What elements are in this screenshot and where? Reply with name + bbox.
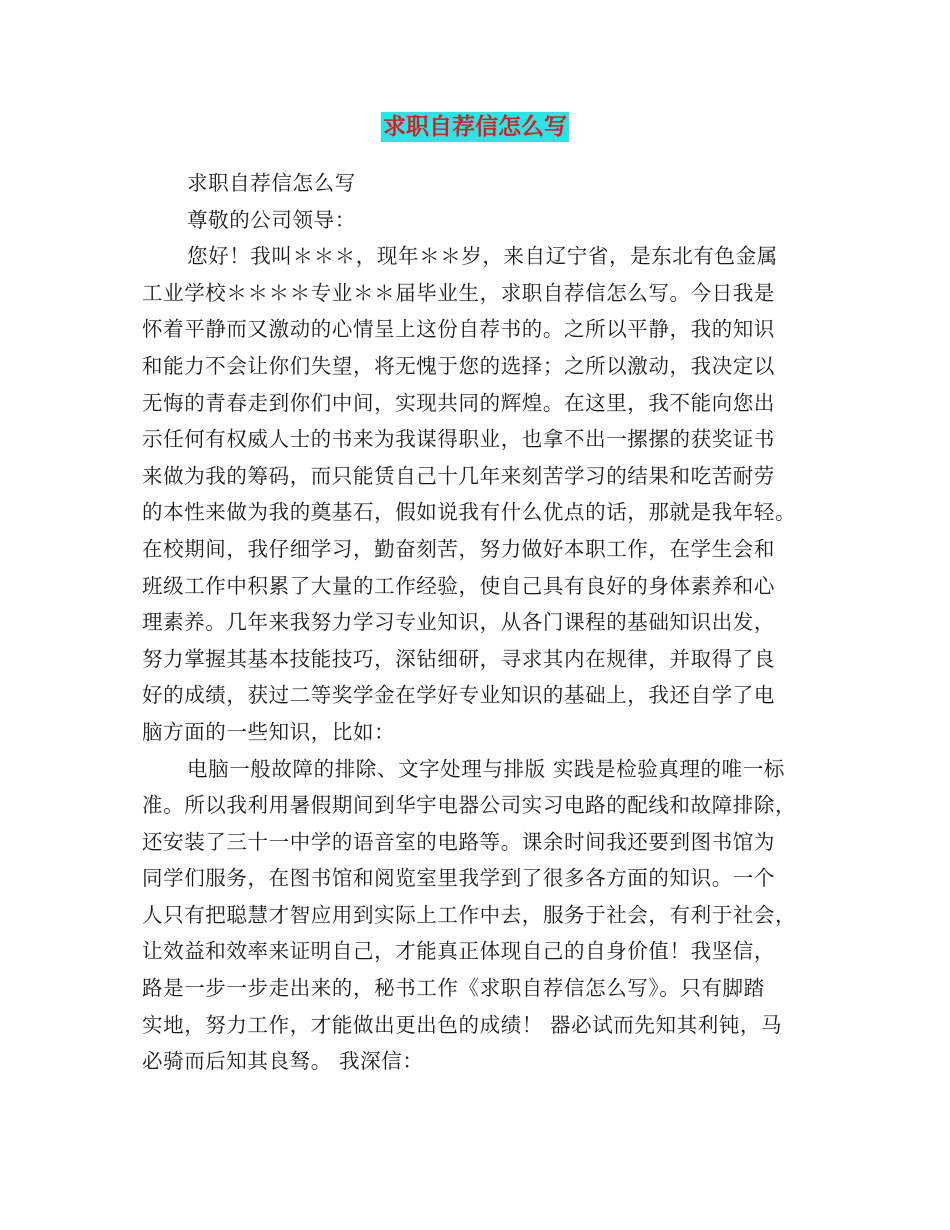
body-line: 理素养。几年来我努力学习专业知识，从各门课程的基础知识出发， (142, 610, 775, 635)
body-line: 您好！我叫＊＊＊，现年＊＊岁，来自辽宁省，是东北有色金属 (187, 244, 778, 269)
body-line: 怀着平静而又激动的心情呈上这份自荐书的。之所以平静，我的知识 (142, 317, 775, 342)
body-line: 人只有把聪慧才智应用到实际上工作中去，服务于社会，有利于社会， (142, 902, 797, 927)
body-line: 还安装了三十一中学的语音室的电路等。课余时间我还要到图书馆为 (142, 829, 775, 854)
body-line: 示任何有权威人士的书来为我谋得职业，也拿不出一摞摞的获奖证书 (142, 427, 775, 452)
document-body (142, 165, 812, 1080)
body-line: 班级工作中积累了大量的工作经验，使自己具有良好的身体素养和心 (142, 573, 775, 598)
body-line: 求职自荐信怎么写 (187, 171, 356, 195)
body-line: 好的成绩，获过二等奖学金在学好专业知识的基础上，我还自学了电 (142, 683, 775, 708)
body-line: 无悔的青春走到你们中间，实现共同的辉煌。在这里，我不能向您出 (142, 390, 775, 415)
body-line: 努力掌握其基本技能技巧，深钻细研，寻求其内在规律，并取得了良 (142, 646, 775, 671)
body-line: 必骑而后知其良驽。 我深信： (142, 1049, 424, 1074)
body-line: 准。所以我利用暑假期间到华宇电器公司实习电路的配线和故障排除， (142, 793, 797, 818)
body-line: 和能力不会让你们失望，将无愧于您的选择；之所以激动，我决定以 (142, 353, 775, 378)
body-line: 让效益和效率来证明自己，才能真正体现自己的自身价值！我坚信， (142, 939, 775, 964)
body-line: 在校期间，我仔细学习，勤奋刻苦，努力做好本职工作，在学生会和 (142, 536, 775, 561)
title-container (0, 112, 950, 142)
body-line: 电脑一般故障的排除、文字处理与排版 实践是检验真理的唯一标 (187, 756, 785, 781)
body-line: 脑方面的一些知识，比如： (142, 719, 396, 744)
body-line: 同学们服务，在图书馆和阅览室里我学到了很多各方面的知识。一个 (142, 866, 775, 891)
document-title: 求职自荐信怎么写 (383, 114, 567, 140)
body-line: 路是一步一步走出来的，秘书工作《求职自荐信怎么写》。只有脚踏 (142, 976, 765, 1001)
body-line: 的本性来做为我的奠基石，假如说我有什么优点的话，那就是我年轻。 (142, 500, 797, 525)
body-line: 尊敬的公司领导： (187, 207, 356, 232)
body-line: 来做为我的筹码，而只能赁自己十几年来刻苦学习的结果和吃苦耐劳 (142, 463, 775, 488)
body-line: 工业学校＊＊＊＊专业＊＊届毕业生，求职自荐信怎么写。今日我是 (142, 280, 775, 305)
body-line: 实地，努力工作，才能做出更出色的成绩！ 器必试而先知其利钝，马 (142, 1012, 783, 1037)
